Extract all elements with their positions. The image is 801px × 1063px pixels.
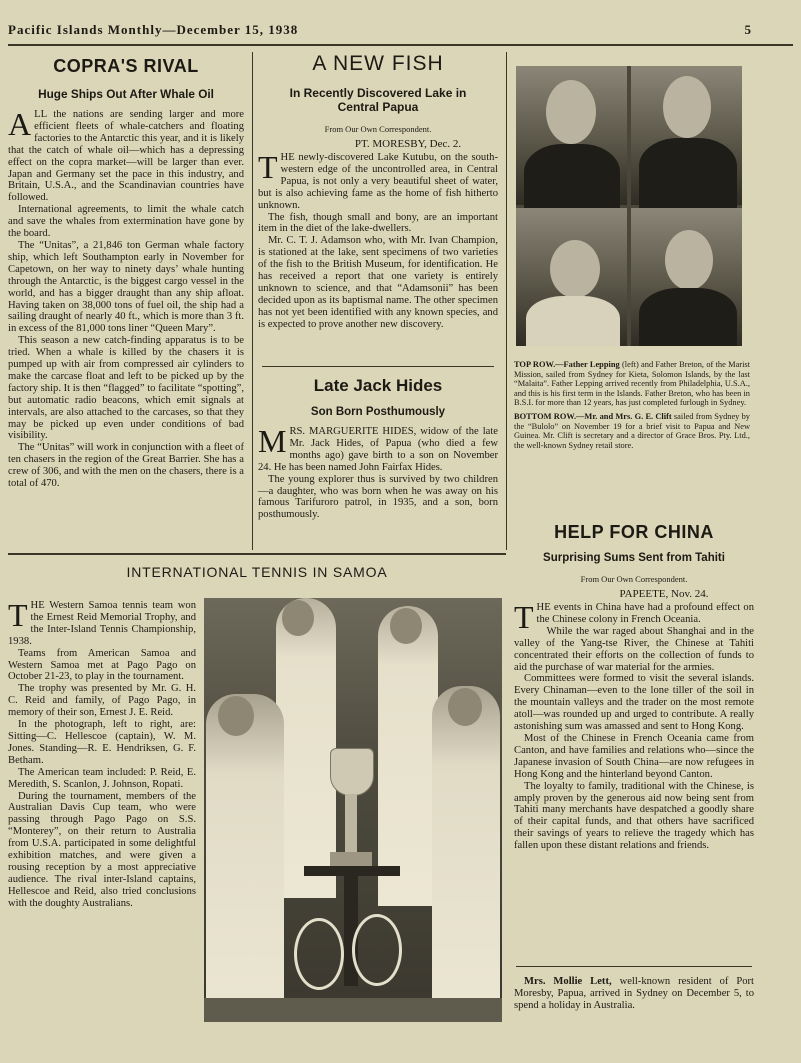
column-rule-1: [252, 52, 253, 550]
fish-dropcap: T: [258, 149, 278, 185]
tennis-racket-left: [294, 918, 344, 990]
fish-byline: From Our Own Correspondent.: [324, 124, 432, 134]
article-hides: [258, 376, 498, 521]
copra-p4: This season a new catch-finding apparatus is to be tried. When a whale is killed by the chasers it is pumped up with air from compressed air cylinders to make the carcase float and left to be picked up by the factory ship. It is then “flagged” to facilitate “spotting”, but automatic radio beacons, which emit signals at intervals, are also attached to the carcases, so that they may be picked up even under conditions of bad visibility.: [8, 335, 244, 442]
tennis-p2: Teams from American Samoa and Western Samoa met at Pago Pago on October 21-23, to play in the tournament.: [8, 647, 196, 683]
photo-captions: [514, 360, 750, 450]
lett-text: well-known resident of Port Moresby, Papua, arrived in Sydney on December 5, to spend a holiday in Australia.: [514, 976, 754, 1011]
tennis-body: [8, 597, 196, 910]
caption-bottom-text: sailed from Sydney by the “Bulolo” on November 19 for a brief visit to Papua and New Guinea. Mr. Clift is secretary and a director of Grace Bros. Pty. Ltd., the well-known Sydney retail store.: [514, 411, 750, 450]
copra-body: [8, 106, 244, 490]
china-p3: Committees were formed to visit the several islands. Every Chinaman—even to the lone tiller of the soil in the mountain valleys and the trader on the most remote atoll—was rounded up and urged to contribute. A really astonishing sum was amassed and sent to Hong Kong.: [514, 673, 754, 733]
hides-p2: The young explorer thus is survived by two children—a daughter, who was born when he was away on his famous Tarifuroro patrol, in 1935, and a son, born posthumously.: [258, 473, 498, 521]
caption-top-row: [514, 360, 750, 408]
photo-mr-clift: [631, 208, 742, 346]
china-p2: While the war raged about Shanghai and in the valley of the Yang-tse River, the Chinese at Tahiti concentrated their efforts on the collection of funds to aid the purchase of war material for the armies.: [514, 625, 754, 673]
tennis-team-photo: [204, 598, 502, 1022]
fish-p1: HE newly-discovered Lake Kutubu, on the south-western edge of the uncontrolled area, in Central Papua, is not only a very beautiful sheet of water, but is also achieving fame as the home of fish hitherto unknown.: [258, 152, 498, 211]
tennis-p5: The American team included: P. Reid, E. Meredith, S. Scanlon, J. Johnson, Ropati.: [8, 766, 196, 790]
caption-bottom-lead: BOTTOM ROW.—Mr. and Mrs. G. E. Clift: [514, 411, 672, 421]
hides-p1: RS. MARGUERITE HIDES, widow of the late Mr. Jack Hides, of Papua (who died a few months ago) gave birth to a son on November 24. He has been named John Fairfax Hides.: [258, 426, 498, 473]
tennis-p4: In the photograph, left to right, are: Sitting—C. Hellescoe (captain), W. M. Jones. Standing—R. E. Hendriksen, G. F. Betham.: [8, 719, 196, 766]
masthead: [8, 22, 793, 42]
fish-dateline: PT. MORESBY, Dec. 2.: [354, 138, 462, 150]
tennis-dropcap: T: [8, 597, 28, 633]
masthead-title: Pacific Islands Monthly—December 15, 1938: [8, 22, 299, 37]
page-number: 5: [744, 22, 751, 37]
china-dateline: PAPEETE, Nov. 24.: [619, 588, 709, 600]
china-lett-rule: [516, 966, 752, 967]
fish-p3: Mr. C. T. J. Adamson who, with Mr. Ivan Champion, is stationed at the lake, sent specimens of two varieties of the fish to the British Museum, for identification. He has received a report that one variety is entirely unknown to science, and that “Adamsonii” has been decided upon as its baptismal name. The other specimen has not yet been identified with any known species, and is expected to prove another new discovery.: [258, 235, 498, 330]
tennis-p1: HE Western Samoa tennis team won the Ernest Reid Memorial Trophy, and the Inter-Island Tennis Championship, 1938.: [8, 600, 196, 647]
copra-p2: International agreements, to limit the whale catch and save the whales from extermination have gone by the board.: [8, 204, 244, 240]
hides-body: [258, 423, 498, 521]
caption-top-text: (left) and Father Breton, of the Marist Mission, sailed from Sydney for Kieta, Solomon Islands, by the last “Malaita”. Father Lepping arrived recently from Philadelphia, U.S.A., and this is his first term in the Islands. Father Breton, who has been in B.S.I. for more than 12 years, has just completed furlough in Sydney.: [514, 360, 751, 408]
portrait-photo-grid: [516, 66, 742, 346]
article-copra: [8, 56, 244, 490]
article-china: [514, 522, 754, 852]
china-byline: From Our Own Correspondent.: [580, 574, 688, 584]
photo-father-lepping: [516, 66, 627, 205]
copra-p3: The “Unitas”, a 21,846 ton German whale factory ship, which left Southampton early in November for Capetown, on her way to ninety days’ whale hunting through the Antarctic, is the biggest cargo vessel in the world, and has a bigger draught than any ship afloat. Having taken on 38,000 tons of fuel oil, the ship had a sailing draught of nearly 40 ft., which is more than 3 ft. in excess of the 81,000 tons liner “Queen Mary”.: [8, 239, 244, 335]
tennis-racket-right: [352, 914, 402, 986]
notice-mollie-lett: [514, 976, 754, 1012]
tennis-p3: The trophy was presented by Mr. G. H. C. Reid and family, of Pago Pago, in memory of their son, Ernest J. E. Reid.: [8, 683, 196, 719]
china-p4: Most of the Chinese in French Oceania came from Canton, and have families and relations who—since the Japanese invasion of South China—are now refugees in Hong Kong and the hinterland beyond Canton.: [514, 732, 754, 780]
china-p1: HE events in China have had a profound effect on the Chinese colony in French Oceania.: [536, 602, 754, 625]
copra-p1: LL the nations are sending larger and more efficient fleets of whale-catchers and floating factories to the Antarctic this year, and it is likely that the catch of whale oil—which has a depressing effect on the copra market—will be larger than ever. Japan and Germany set the pace in this industry, and Britain, U.S.A., and the Scandinavian countries have followed.: [8, 109, 244, 204]
lett-lead: Mrs. Mollie Lett,: [524, 976, 612, 987]
hides-title: Late Jack Hides: [313, 376, 443, 395]
fish-subtitle: In Recently Discovered Lake in Central Papua: [289, 86, 467, 114]
photo-father-breton: [631, 66, 742, 205]
copra-subtitle: Huge Ships Out After Whale Oil: [38, 87, 214, 101]
copra-dropcap: A: [8, 106, 32, 142]
caption-top-lead: TOP ROW.—Father Lepping: [514, 360, 620, 369]
tennis-p6: During the tournament, members of the Australian Davis Cup team, who were passing through Pago Pago on S.S. “Monterey”, on their return to Australia from U.S.A. participated in some delightful exhibition matches, and were given a rousing reception by a most appreciative audience. The rival inter-Island captains, Hellescoe and Reid, also tried conclusions with the doughty Australians.: [8, 790, 196, 909]
tennis-title-wrap: [8, 564, 506, 580]
fish-body: [258, 149, 498, 331]
china-dropcap: T: [514, 599, 534, 635]
photo-mrs-clift: [516, 208, 627, 346]
copra-p5: The “Unitas” will work in conjunction with a fleet of ten chasers in the region of the Great Barrier. She has a crew of 306, and with the men on the chasers, there is a total of 470.: [8, 442, 244, 490]
hides-dropcap: M: [258, 423, 287, 459]
china-p5: The loyalty to family, traditional with the Chinese, is amply proven by the generous aid now being sent from Tahiti many merchants have despatched a goodly share of their capital funds, and that others have sacrificed their savings of years to relieve the tragedy which has fallen upon these distant relations and friends.: [514, 780, 754, 852]
column-rule-2: [506, 52, 507, 550]
masthead-rule: [8, 44, 793, 46]
china-title: HELP FOR CHINA: [554, 522, 714, 542]
fish-title: A NEW FISH: [312, 52, 444, 75]
fish-p2: The fish, though small and bony, are an important item in the diet of the lake-dwellers.: [258, 211, 498, 235]
china-subtitle: Surprising Sums Sent from Tahiti: [543, 552, 725, 564]
fish-hides-rule: [262, 366, 494, 367]
trophy-table: [304, 866, 400, 876]
copra-title: COPRA'S RIVAL: [53, 56, 199, 76]
caption-bottom-row: [514, 412, 750, 450]
section-rule: [8, 553, 506, 555]
tennis-title: INTERNATIONAL TENNIS IN SAMOA: [126, 564, 388, 580]
article-fish: [258, 52, 498, 331]
china-body: [514, 599, 754, 852]
hides-subtitle: Son Born Posthumously: [310, 406, 446, 418]
